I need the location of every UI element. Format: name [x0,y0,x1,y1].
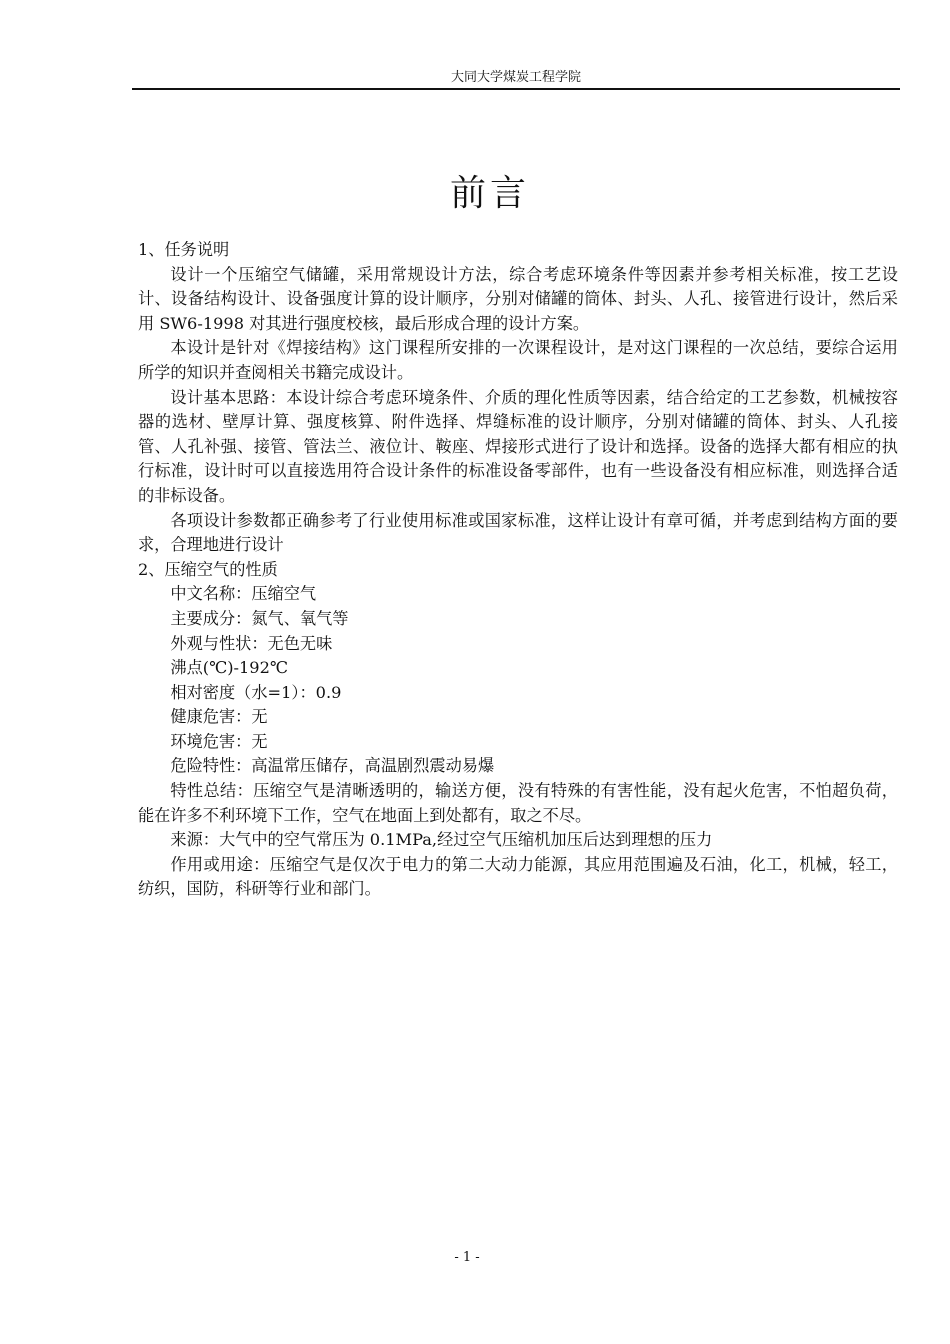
page-number: - 1 - [454,1250,480,1265]
property-relative-density: 相对密度（水=1）：0.9 [170,682,342,702]
property-summary: 特性总结：压缩空气是清晰透明的，输送方便，没有特殊的有害性能，没有起火危害，不怕超负荷，能在许多不利环境下工作，空气在地面上到处都有，取之不尽。 [138,781,898,825]
property-danger: 危险特性：高温常压储存，高温剧烈震动易爆 [170,756,495,776]
property-environment-hazard: 环境危害：无 [170,731,268,751]
section-heading-task: 1、任务说明 [138,240,230,259]
page-title: 前言 [449,173,530,214]
property-usage: 作用或用途：压缩空气是仅次于电力的第二大动力能源，其应用范围遍及石油，化工，机械，轻工，纺织，国防，科研等行业和部门。 [138,854,898,899]
page-header: 大同大学煤炭工程学院 [450,70,581,85]
property-chinese-name: 中文名称：压缩空气 [170,584,317,604]
document-body [138,238,898,902]
property-source: 来源：大气中的空气常压为 0.1MPa,经过空气压缩机加压后达到理想的压力 [170,830,713,850]
property-appearance: 外观与性状：无色无味 [170,633,333,653]
property-boiling-point: 沸点(℃)-192℃ [170,658,288,678]
paragraph-standards: 各项设计参数都正确参考了行业使用标准或国家标准，这样让设计有章可循，并考虑到结构方面的要求，合理地进行设计 [138,510,898,555]
section-heading-properties: 2、压缩空气的性质 [138,559,278,579]
paragraph-design-approach: 设计基本思路：本设计综合考虑环境条件、介质的理化性质等因素，结合给定的工艺参数，机械按容器的选材、壁厚计算、强度核算、附件选择、焊缝标准的设计顺序，分别对储罐的筒体、封头、人孔接管、人孔补强、接管、管法兰、液位计、鞍座、焊接形式进行了设计和选择。设备的选择大都有相应的执行标准，设计时可以直接选用符合设计条件的标准设备零部件，也有一些设备没有相应标准，则选择合适的非标设备。 [138,387,898,505]
header-divider [132,88,900,90]
property-composition: 主要成分：氮气、氧气等 [170,608,349,628]
property-health-hazard: 健康危害：无 [170,707,268,727]
paragraph-course-context: 本设计是针对《焊接结构》这门课程所安排的一次课程设计，是对这门课程的一次总结，要综合运用所学的知识并查阅相关书籍完成设计。 [138,338,898,382]
paragraph-task-description: 设计一个压缩空气储罐，采用常规设计方法，综合考虑环境条件等因素并参考相关标准，按工艺设计、设备结构设计、设备强度计算的设计顺序，分别对储罐的筒体、封头、人孔、接管进行设计，然后采用 SW6-1998 对其进行强度校核，最后形成合理的设计方案。 [138,264,898,333]
